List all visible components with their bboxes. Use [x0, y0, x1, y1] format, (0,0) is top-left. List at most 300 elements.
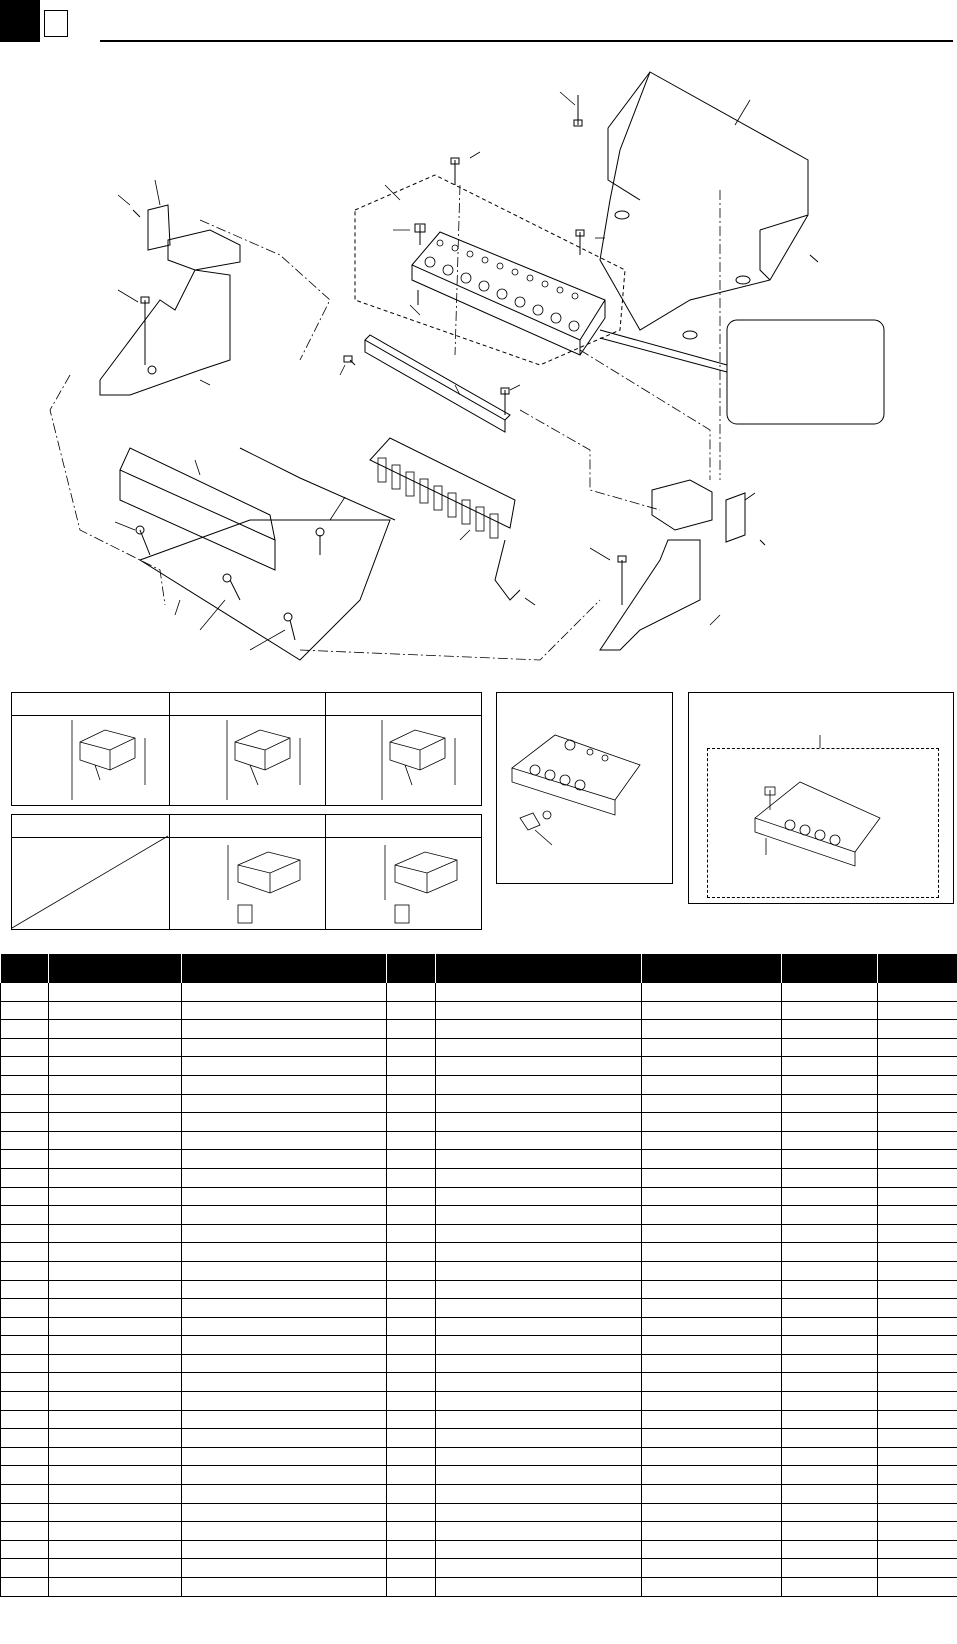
column-header	[878, 954, 957, 983]
table-cell	[878, 1075, 957, 1094]
table-cell	[642, 1336, 782, 1355]
table-cell	[1, 1261, 49, 1280]
table-cell	[878, 1429, 957, 1448]
table-cell	[782, 1466, 878, 1485]
table-cell	[182, 1187, 387, 1206]
table-cell	[182, 1540, 387, 1559]
table-cell	[782, 1317, 878, 1336]
table-cell	[49, 1020, 182, 1039]
table-cell	[1, 1503, 49, 1522]
table-cell	[436, 983, 642, 1002]
table-cell	[49, 1001, 182, 1020]
table-cell	[436, 1113, 642, 1132]
table-cell	[642, 1094, 782, 1113]
table-cell	[642, 1001, 782, 1020]
table-cell	[1, 1243, 49, 1262]
table-cell	[782, 1020, 878, 1039]
table-cell	[182, 1001, 387, 1020]
table-cell	[387, 1168, 436, 1187]
table-cell	[642, 1150, 782, 1169]
table-cell	[642, 1057, 782, 1076]
table-cell	[49, 1503, 182, 1522]
table-cell	[387, 1410, 436, 1429]
table-row	[1, 1540, 957, 1559]
table-cell	[878, 1224, 957, 1243]
table-cell	[436, 1094, 642, 1113]
table-cell	[878, 1020, 957, 1039]
table-cell	[387, 1429, 436, 1448]
table-cell	[782, 1094, 878, 1113]
table-cell	[878, 1187, 957, 1206]
table-cell	[1, 1373, 49, 1392]
table-row	[1, 1466, 957, 1485]
table-cell	[1, 1150, 49, 1169]
variant-drawing-2	[227, 720, 300, 800]
table-cell	[642, 1410, 782, 1429]
table-cell	[49, 1317, 182, 1336]
variant-drawing-5	[228, 845, 300, 923]
column-header	[436, 954, 642, 983]
table-cell	[642, 1113, 782, 1132]
table-cell	[387, 1150, 436, 1169]
table-cell	[782, 1187, 878, 1206]
table-cell	[182, 1559, 387, 1578]
table-cell	[878, 1447, 957, 1466]
table-cell	[436, 1559, 642, 1578]
table-cell	[182, 1075, 387, 1094]
table-cell	[49, 1206, 182, 1225]
table-cell	[642, 1540, 782, 1559]
table-cell	[49, 1354, 182, 1373]
table-cell	[182, 1503, 387, 1522]
table-cell	[878, 1559, 957, 1578]
table-cell	[387, 1001, 436, 1020]
table-cell	[1, 1131, 49, 1150]
table-cell	[387, 1243, 436, 1262]
table-cell	[49, 1466, 182, 1485]
table-cell	[182, 1429, 387, 1448]
table-cell	[878, 1261, 957, 1280]
table-cell	[182, 983, 387, 1002]
table-cell	[182, 1113, 387, 1132]
table-cell	[182, 1466, 387, 1485]
table-row	[1, 1261, 957, 1280]
table-cell	[182, 1447, 387, 1466]
table-cell	[182, 1057, 387, 1076]
table-cell	[642, 1168, 782, 1187]
table-cell	[1, 1038, 49, 1057]
table-cell	[782, 1299, 878, 1318]
table-cell	[387, 1466, 436, 1485]
table-cell	[878, 1094, 957, 1113]
table-cell	[782, 1131, 878, 1150]
table-cell	[436, 1447, 642, 1466]
table-cell	[782, 1150, 878, 1169]
table-cell	[878, 1243, 957, 1262]
table-cell	[642, 1429, 782, 1448]
table-cell	[878, 1057, 957, 1076]
table-cell	[782, 1559, 878, 1578]
table-cell	[642, 1187, 782, 1206]
table-cell	[387, 1336, 436, 1355]
table-cell	[436, 1131, 642, 1150]
detail-drawing-b	[755, 735, 880, 866]
table-cell	[878, 1540, 957, 1559]
table-cell	[1, 1001, 49, 1020]
table-cell	[878, 1522, 957, 1541]
table-cell	[782, 1336, 878, 1355]
table-cell	[387, 1373, 436, 1392]
table-cell	[182, 1299, 387, 1318]
table-cell	[878, 1410, 957, 1429]
table-cell	[642, 1131, 782, 1150]
table-cell	[642, 1075, 782, 1094]
table-row	[1, 1094, 957, 1113]
table-cell	[436, 1578, 642, 1597]
table-cell	[782, 1447, 878, 1466]
table-cell	[182, 1020, 387, 1039]
table-row	[1, 1206, 957, 1225]
column-header	[782, 954, 878, 983]
table-cell	[782, 1224, 878, 1243]
table-cell	[782, 1485, 878, 1504]
parts-table-body	[1, 983, 957, 1597]
table-cell	[642, 1522, 782, 1541]
table-row	[1, 1373, 957, 1392]
table-row	[1, 1317, 957, 1336]
table-cell	[1, 1485, 49, 1504]
table-cell	[182, 1410, 387, 1429]
table-cell	[878, 1113, 957, 1132]
table-cell	[49, 1150, 182, 1169]
table-cell	[878, 1466, 957, 1485]
table-cell	[182, 1280, 387, 1299]
table-cell	[642, 1243, 782, 1262]
table-row	[1, 1020, 957, 1039]
table-cell	[182, 1150, 387, 1169]
table-row	[1, 1113, 957, 1132]
table-cell	[436, 1243, 642, 1262]
table-cell	[642, 1224, 782, 1243]
table-cell	[49, 1410, 182, 1429]
table-cell	[49, 1373, 182, 1392]
table-cell	[1, 1317, 49, 1336]
table-cell	[387, 1354, 436, 1373]
table-cell	[1, 1354, 49, 1373]
table-cell	[182, 1038, 387, 1057]
table-cell	[782, 1168, 878, 1187]
table-cell	[1, 1410, 49, 1429]
table-cell	[878, 1317, 957, 1336]
table-cell	[642, 1503, 782, 1522]
table-cell	[436, 1373, 642, 1392]
table-cell	[387, 1522, 436, 1541]
table-cell	[436, 1466, 642, 1485]
table-cell	[436, 1317, 642, 1336]
table-cell	[436, 1280, 642, 1299]
table-cell	[1, 1578, 49, 1597]
table-cell	[49, 1429, 182, 1448]
table-cell	[642, 1038, 782, 1057]
variant-drawing-6	[385, 845, 457, 923]
table-cell	[182, 1317, 387, 1336]
table-cell	[642, 1578, 782, 1597]
table-row	[1, 1001, 957, 1020]
table-cell	[878, 1485, 957, 1504]
table-cell	[182, 1578, 387, 1597]
table-cell	[436, 1392, 642, 1411]
table-cell	[1, 1280, 49, 1299]
table-cell	[878, 1503, 957, 1522]
table-cell	[782, 1075, 878, 1094]
table-cell	[782, 1392, 878, 1411]
table-cell	[387, 1299, 436, 1318]
table-cell	[1, 1020, 49, 1039]
table-cell	[387, 1578, 436, 1597]
table-cell	[642, 1280, 782, 1299]
table-cell	[182, 1094, 387, 1113]
table-cell	[182, 1336, 387, 1355]
variant-drawing-3	[382, 720, 455, 800]
table-cell	[49, 1578, 182, 1597]
table-cell	[387, 1485, 436, 1504]
table-cell	[387, 1392, 436, 1411]
table-cell	[436, 1429, 642, 1448]
table-row	[1, 1243, 957, 1262]
table-cell	[436, 1299, 642, 1318]
table-cell	[182, 1373, 387, 1392]
table-cell	[49, 1336, 182, 1355]
table-cell	[436, 1206, 642, 1225]
table-cell	[182, 1354, 387, 1373]
table-cell	[1, 1522, 49, 1541]
column-header	[1, 954, 49, 983]
table-cell	[182, 1206, 387, 1225]
table-cell	[387, 1094, 436, 1113]
table-cell	[49, 1299, 182, 1318]
table-cell	[878, 1354, 957, 1373]
table-row	[1, 1299, 957, 1318]
table-cell	[782, 1540, 878, 1559]
table-cell	[878, 1280, 957, 1299]
table-cell	[642, 1466, 782, 1485]
table-cell	[387, 1280, 436, 1299]
table-cell	[642, 1206, 782, 1225]
table-row	[1, 1559, 957, 1578]
table-cell	[49, 1075, 182, 1094]
table-cell	[436, 1354, 642, 1373]
table-cell	[782, 1261, 878, 1280]
table-cell	[49, 1261, 182, 1280]
table-cell	[782, 1522, 878, 1541]
table-cell	[49, 1131, 182, 1150]
table-cell	[642, 1020, 782, 1039]
table-row	[1, 1131, 957, 1150]
table-cell	[782, 1373, 878, 1392]
table-cell	[642, 1559, 782, 1578]
table-cell	[642, 983, 782, 1002]
table-cell	[642, 1447, 782, 1466]
table-cell	[49, 1038, 182, 1057]
table-cell	[49, 1540, 182, 1559]
table-cell	[387, 1020, 436, 1039]
table-cell	[782, 1410, 878, 1429]
table-cell	[49, 1168, 182, 1187]
table-cell	[436, 1336, 642, 1355]
table-cell	[387, 1075, 436, 1094]
column-header	[49, 954, 182, 983]
table-cell	[878, 1168, 957, 1187]
table-cell	[1, 983, 49, 1002]
table-row	[1, 1503, 957, 1522]
table-cell	[387, 1131, 436, 1150]
table-cell	[387, 1187, 436, 1206]
table-cell	[49, 1187, 182, 1206]
table-cell	[1, 1429, 49, 1448]
table-cell	[387, 1503, 436, 1522]
table-cell	[49, 1113, 182, 1132]
table-cell	[1, 1559, 49, 1578]
table-cell	[782, 1354, 878, 1373]
detail-drawing-a	[512, 735, 640, 845]
table-cell	[436, 1057, 642, 1076]
table-cell	[387, 1559, 436, 1578]
table-cell	[387, 1224, 436, 1243]
table-cell	[49, 1094, 182, 1113]
table-cell	[387, 1038, 436, 1057]
table-row	[1, 1280, 957, 1299]
table-cell	[49, 1280, 182, 1299]
table-row	[1, 1336, 957, 1355]
table-cell	[49, 1522, 182, 1541]
table-cell	[49, 1447, 182, 1466]
table-cell	[1, 1168, 49, 1187]
table-cell	[782, 1578, 878, 1597]
table-row	[1, 1168, 957, 1187]
table-cell	[49, 1243, 182, 1262]
table-cell	[436, 1020, 642, 1039]
column-header	[387, 954, 436, 983]
table-cell	[49, 1057, 182, 1076]
table-row	[1, 1410, 957, 1429]
table-cell	[436, 1075, 642, 1094]
table-cell	[782, 983, 878, 1002]
table-cell	[642, 1485, 782, 1504]
table-cell	[878, 1578, 957, 1597]
table-cell	[436, 1038, 642, 1057]
parts-table	[0, 954, 957, 1597]
table-cell	[387, 1447, 436, 1466]
table-cell	[49, 1485, 182, 1504]
table-cell	[782, 1206, 878, 1225]
table-cell	[782, 1503, 878, 1522]
table-cell	[49, 1392, 182, 1411]
table-cell	[387, 1261, 436, 1280]
table-cell	[436, 1150, 642, 1169]
table-cell	[436, 1187, 642, 1206]
table-cell	[436, 1261, 642, 1280]
table-cell	[1, 1447, 49, 1466]
table-row	[1, 1485, 957, 1504]
table-cell	[387, 1057, 436, 1076]
table-cell	[1, 1057, 49, 1076]
table-row	[1, 1354, 957, 1373]
parts-table-header	[1, 954, 957, 983]
table-row	[1, 983, 957, 1002]
table-cell	[182, 1168, 387, 1187]
column-header	[642, 954, 782, 983]
table-cell	[1, 1224, 49, 1243]
table-row	[1, 1578, 957, 1597]
table-row	[1, 1187, 957, 1206]
table-row	[1, 1392, 957, 1411]
table-cell	[182, 1261, 387, 1280]
table-cell	[387, 1317, 436, 1336]
table-cell	[642, 1317, 782, 1336]
table-cell	[436, 1168, 642, 1187]
table-cell	[878, 983, 957, 1002]
table-cell	[642, 1373, 782, 1392]
variant-drawing-1	[72, 720, 145, 800]
table-cell	[782, 1429, 878, 1448]
table-cell	[1, 1466, 49, 1485]
table-cell	[878, 1001, 957, 1020]
table-cell	[1, 1113, 49, 1132]
table-cell	[642, 1392, 782, 1411]
table-cell	[878, 1206, 957, 1225]
table-cell	[387, 983, 436, 1002]
table-cell	[182, 1131, 387, 1150]
table-cell	[642, 1261, 782, 1280]
table-cell	[878, 1299, 957, 1318]
table-cell	[182, 1224, 387, 1243]
table-cell	[878, 1373, 957, 1392]
table-cell	[782, 1243, 878, 1262]
table-row	[1, 1429, 957, 1448]
table-cell	[49, 1224, 182, 1243]
table-row	[1, 1447, 957, 1466]
table-cell	[782, 1001, 878, 1020]
table-cell	[1, 1094, 49, 1113]
table-cell	[878, 1150, 957, 1169]
table-row	[1, 1150, 957, 1169]
table-cell	[782, 1113, 878, 1132]
table-cell	[1, 1540, 49, 1559]
table-cell	[436, 1001, 642, 1020]
table-cell	[436, 1522, 642, 1541]
table-cell	[878, 1038, 957, 1057]
table-cell	[1, 1336, 49, 1355]
table-row	[1, 1224, 957, 1243]
not-applicable-diagonal	[12, 836, 168, 928]
table-cell	[436, 1224, 642, 1243]
table-cell	[782, 1057, 878, 1076]
table-cell	[436, 1485, 642, 1504]
table-cell	[387, 1113, 436, 1132]
table-row	[1, 1075, 957, 1094]
table-cell	[1, 1075, 49, 1094]
table-cell	[878, 1392, 957, 1411]
table-cell	[387, 1540, 436, 1559]
table-cell	[436, 1540, 642, 1559]
table-cell	[782, 1280, 878, 1299]
table-row	[1, 1057, 957, 1076]
table-cell	[782, 1038, 878, 1057]
table-cell	[182, 1243, 387, 1262]
table-cell	[1, 1206, 49, 1225]
table-row	[1, 1038, 957, 1057]
table-cell	[182, 1522, 387, 1541]
